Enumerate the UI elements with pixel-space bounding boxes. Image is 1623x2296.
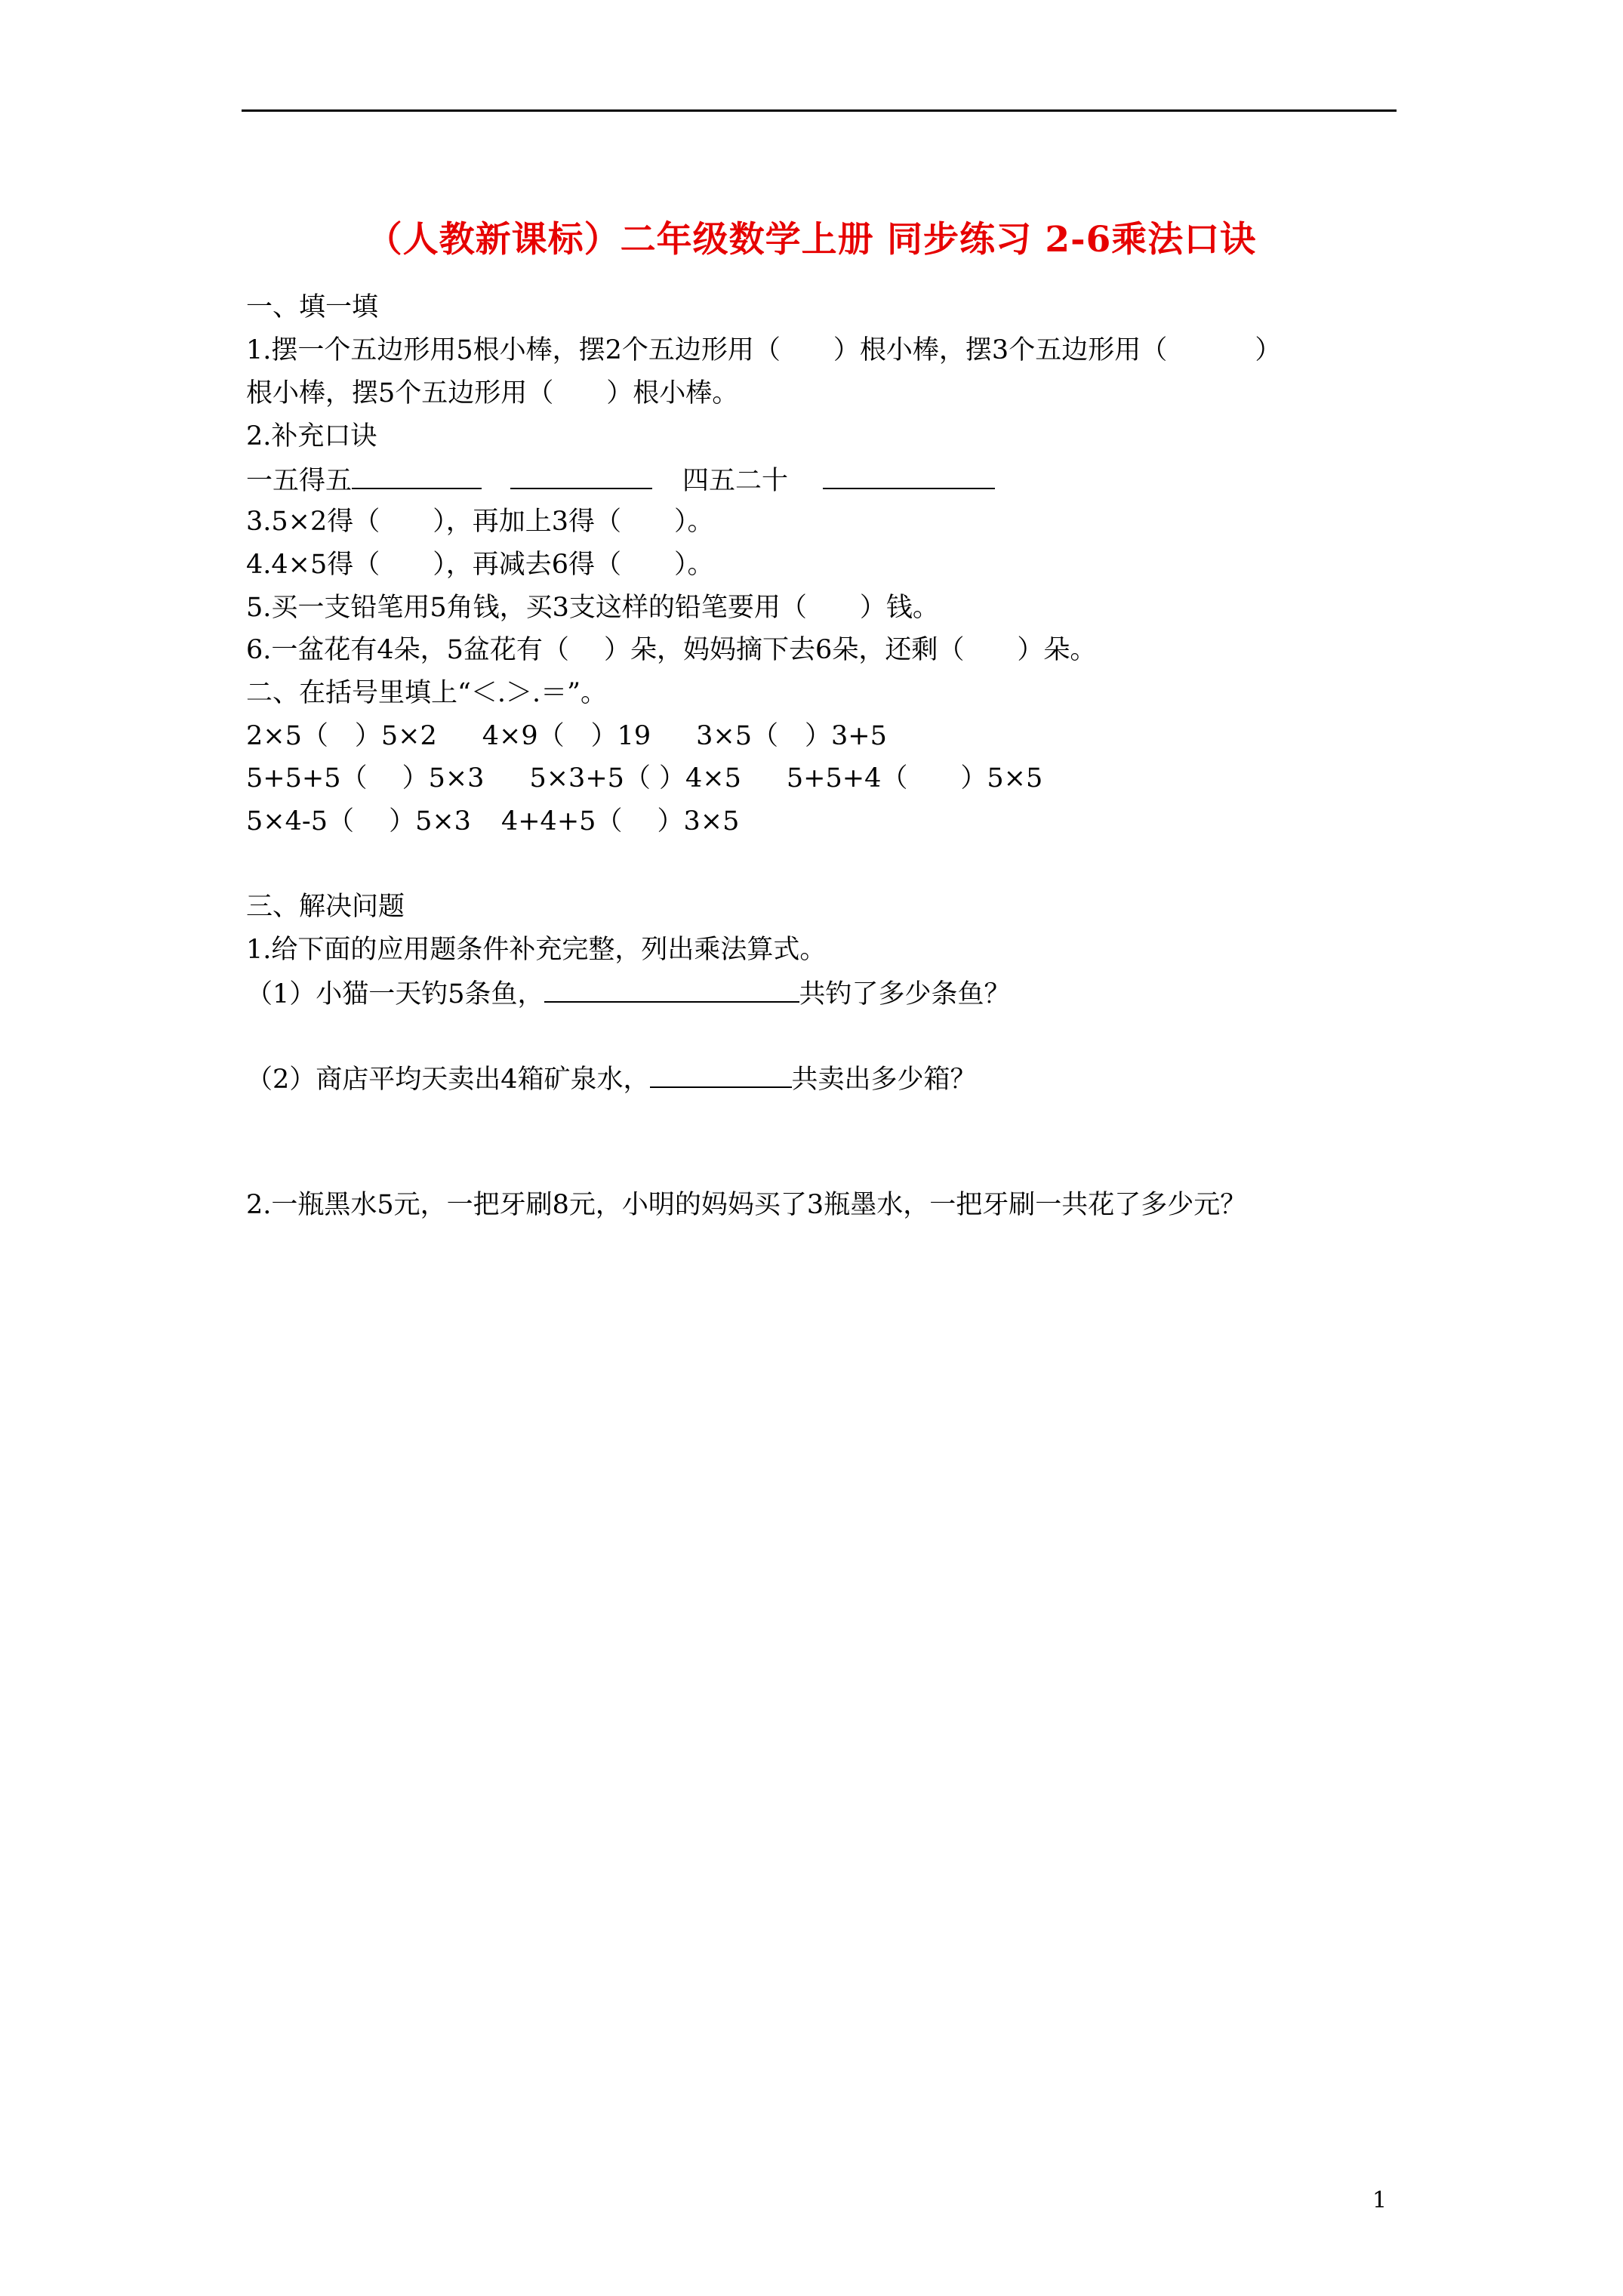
section-2-heading: 二、在括号里填上“＜.＞.＝”。: [246, 678, 608, 708]
question-1-1-line-2: 根小棒，摆5个五边形用（ ）根小棒。: [246, 378, 739, 408]
compare-item: 4+4+5（ ）3×5: [500, 806, 740, 837]
mnemonic-row: [246, 461, 995, 500]
compare-item: 3×5（ ）3+5: [696, 721, 887, 751]
compare-item: 2×5（ ）5×2: [246, 721, 437, 751]
question-3-1-1: （1）小猫一天钓5条鱼， 共钓了多少条鱼？: [246, 974, 1011, 1013]
compare-item: 4×9（ ）19: [482, 721, 651, 751]
question-1-4: 4.4×5得（ ），再减去6得（ ）。: [246, 550, 714, 580]
header-rule: [242, 109, 1397, 112]
mnemonic-blank-3[interactable]: [823, 461, 995, 489]
compare-item: 5×3+5（ ）4×5: [529, 763, 741, 794]
mnemonic-blank-1[interactable]: [352, 461, 482, 489]
page-number: 1: [1372, 2187, 1387, 2214]
compare-row-1: [246, 717, 887, 755]
question-1-3: 3.5×2得（ ），再加上3得（ ）。: [246, 507, 714, 537]
compare-item: 5×4-5（ ）5×3: [246, 806, 471, 837]
mnemonic-2: 四五二十: [682, 466, 789, 496]
question-1-6: 6.一盆花有4朵，5盆花有（ ）朵，妈妈摘下去6朵，还剩（ ）朵。: [246, 635, 1097, 665]
compare-item: 5+5+5（ ）5×3: [246, 763, 485, 794]
question-1-2: 2.补充口诀: [246, 421, 377, 451]
section-3-heading: 三、解决问题: [246, 892, 405, 922]
mnemonic-1: 一五得五: [246, 466, 353, 496]
mnemonic-blank-2[interactable]: [510, 461, 652, 489]
compare-item: 5+5+4（ ）5×5: [786, 763, 1043, 794]
answer-blank-1[interactable]: [544, 974, 799, 1003]
section-1-heading: 一、填一填: [246, 292, 379, 322]
document-title: （人教新课标）二年级数学上册 同步练习 2-6乘法口诀: [366, 219, 1257, 260]
question-1-1-line-1: 1.摆一个五边形用5根小棒，摆2个五边形用（ ）根小棒，摆3个五边形用（ ）: [246, 335, 1282, 365]
question-3-1: 1.给下面的应用题条件补充完整，列出乘法算式。: [246, 935, 827, 965]
question-1-5: 5.买一支铅笔用5角钱，买3支这样的铅笔要用（ ）钱。: [246, 593, 939, 623]
question-3-2: 2.一瓶黑水5元，一把牙刷8元，小明的妈妈买了3瓶墨水，一把牙刷一共花了多少元？: [246, 1190, 1247, 1220]
answer-blank-2[interactable]: [650, 1059, 792, 1088]
question-3-1-2: （2）商店平均天卖出4箱矿泉水， 共卖出多少箱？: [246, 1059, 977, 1099]
compare-row-3: [246, 803, 739, 840]
compare-row-2: [246, 760, 1042, 797]
